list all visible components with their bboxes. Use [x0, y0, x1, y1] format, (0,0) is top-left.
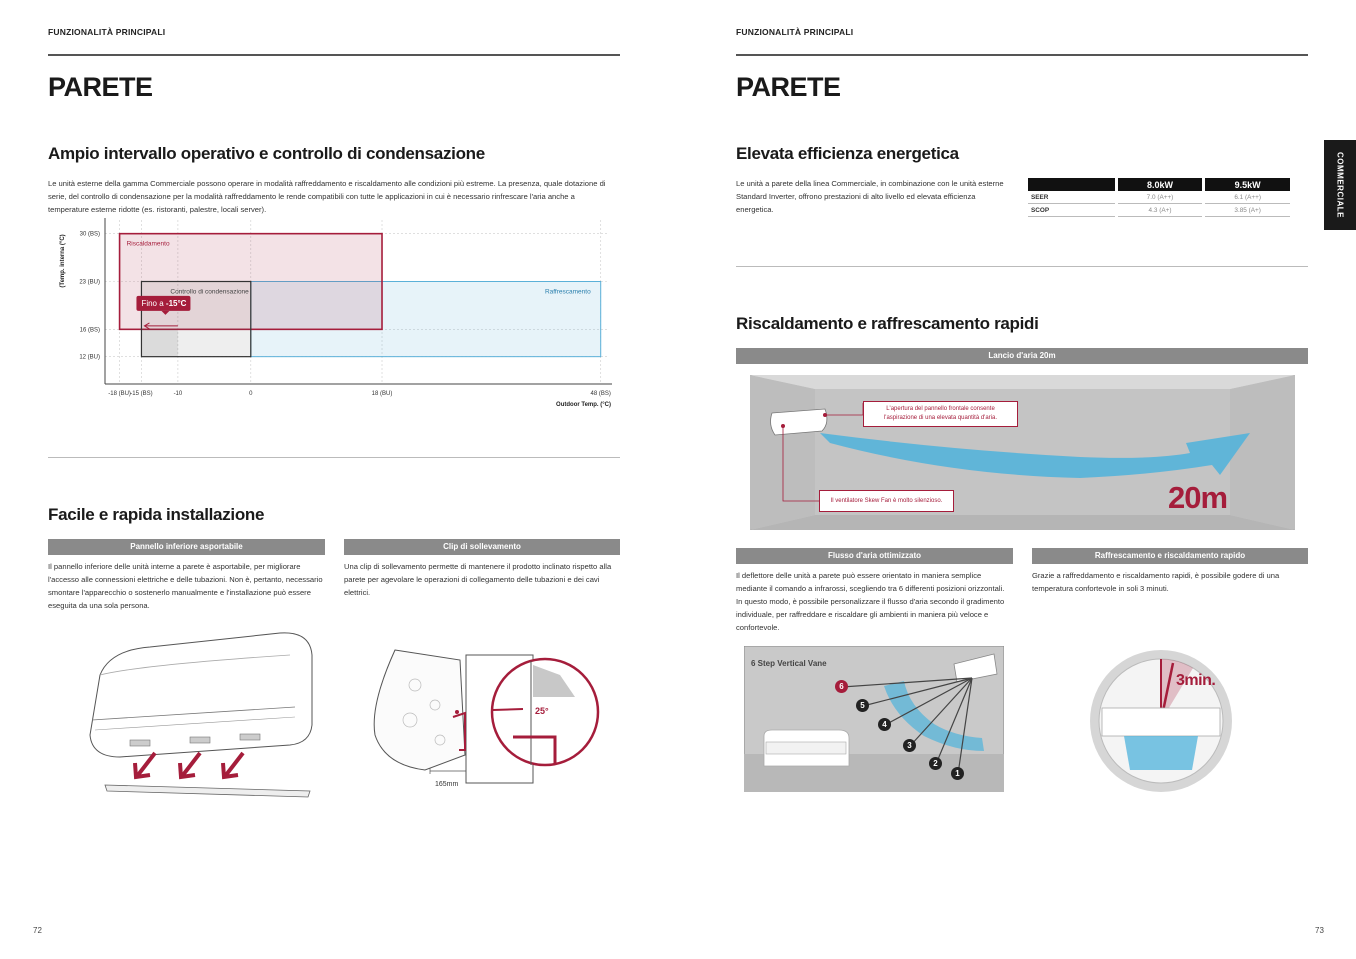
rapid-col2-bar: Raffrescamento e riscaldamento rapido [1032, 548, 1308, 564]
vane-step-1: 1 [951, 767, 964, 780]
x-tick-label: 18 (BU) [371, 391, 393, 397]
table-cell: 3.85 (A+) [1205, 204, 1290, 217]
rapid-heading: Riscaldamento e raffrescamento rapidi [736, 314, 1039, 333]
table-row-label: SEER [1028, 191, 1115, 204]
y-tick-label: 16 (BS) [79, 327, 100, 334]
efficiency-text: Le unità a parete della linea Commerciale, in combinazione con le unità esterne Standard Inverter, offrono prestazioni di alto livello ed elevata efficienza energetica. [736, 179, 1004, 214]
vane-step-3: 3 [903, 739, 916, 752]
table-header-empty [1028, 178, 1115, 191]
y-tick-label: 30 (BS) [79, 231, 100, 238]
vane-label: 6 Step Vertical Vane [751, 659, 827, 668]
vane-step-2: 2 [929, 757, 942, 770]
region-label-heating: Riscaldamento [126, 240, 170, 248]
table-row-label: SCOP [1028, 204, 1115, 217]
region-label-cooling: Raffrescamento [544, 288, 591, 296]
install-col2-text: Una clip di sollevamento permette di mantenere il prodotto inclinato rispetto alla parete per agevolare le operazioni di collegamento delle tubazioni e dei cavi elettrici. [344, 562, 612, 597]
removable-panel-illustration [80, 625, 325, 800]
left-section-label: FUNZIONALITÀ PRINCIPALI [48, 27, 166, 37]
y-axis-label: (Temp. interna (°C) [60, 234, 66, 288]
clip-distance-label: 165mm [435, 781, 459, 788]
range-text: Le unità esterne della gamma Commerciale possono operare in modalità raffreddamento e riscaldamento alle condizioni più estreme. La presenza, quale dotazione di serie, del controllo di condensazione per la modalità raffreddamento le rende compatibili con tutte le applicazioni in cui è necessario rinfrescare l'aria anche a temperature esterne ridotte (es. ristoranti, palestre, locali server). [48, 179, 606, 214]
range-heading: Ampio intervallo operativo e controllo di condensazione [48, 144, 485, 163]
install-heading: Facile e rapida installazione [48, 505, 265, 524]
table-row [1028, 204, 1290, 217]
left-page-title: PARETE [48, 72, 153, 102]
right-header-rule [736, 54, 1308, 56]
install-col1-bar: Pannello inferiore asportabile [48, 539, 325, 555]
left-mid-rule [48, 457, 620, 458]
table-cell: 6.1 (A++) [1205, 191, 1290, 204]
table-header-8kw: 8.0kW [1118, 178, 1203, 191]
x-axis-label: Outdoor Temp. (°C) [556, 402, 611, 408]
vertical-vane-illustration [744, 646, 1004, 792]
time-label: 3min. [1176, 672, 1216, 689]
clip-angle-label: 25° [535, 706, 549, 716]
install-col1-text: Il pannello inferiore delle unità interne a parete è asportabile, per migliorare l'accesso alle connessioni elettriche e delle tubazioni. Non è, pertanto, necessario smontare l'apparecchio o sostenerlo manualmente e l'installazione può essere eseguita da una sola persona. [48, 562, 323, 610]
efficiency-heading: Elevata efficienza energetica [736, 144, 959, 163]
table-row [1028, 191, 1290, 204]
throw-distance-label: 20m [1168, 480, 1228, 515]
x-tick-label: 48 (BS) [590, 391, 611, 397]
x-tick-label: -10 [173, 391, 183, 397]
rapid-col1-bar: Flusso d'aria ottimizzato [736, 548, 1013, 564]
table-cell: 7.0 (A++) [1118, 191, 1203, 204]
y-tick-label: 12 (BU) [79, 354, 100, 361]
annotation-text: Fino a -15°C [141, 298, 187, 308]
right-page-number: 73 [1315, 926, 1324, 935]
right-mid-rule [736, 266, 1308, 267]
left-page-number: 72 [33, 926, 42, 935]
x-tick-label: -18 (BU) [108, 391, 131, 397]
rapid-col2-text: Grazie a raffreddamento e riscaldamento rapidi, è possibile godere di una temperatura confortevole in soli 3 minuti. [1032, 571, 1280, 593]
lifting-clip-illustration [365, 645, 605, 795]
side-tab-commerciale: COMMERCIALE [1324, 140, 1356, 230]
table-cell: 4.3 (A+) [1118, 204, 1203, 217]
air-throw-illustration [750, 375, 1295, 530]
efficiency-table [1025, 178, 1293, 217]
vane-step-4: 4 [878, 718, 891, 731]
region-label-condensation: Controllo di condensazione [170, 288, 249, 296]
overlap-shading [141, 329, 177, 356]
down-arrow-icon [135, 753, 243, 777]
rapid-3min-illustration [1088, 648, 1234, 794]
right-section-label: FUNZIONALITÀ PRINCIPALI [736, 27, 854, 37]
table-header-9kw: 9.5kW [1205, 178, 1290, 191]
x-tick-label: 0 [249, 391, 253, 397]
operating-range-chart [48, 218, 620, 418]
callout-front-panel: L'apertura del pannello frontale consente l'aspirazione di una elevata quantità d'aria. [863, 401, 1018, 427]
x-tick-label: -15 (BS) [130, 391, 153, 397]
right-page-title: PARETE [736, 72, 841, 102]
vane-step-6: 6 [835, 680, 848, 693]
vane-step-5: 5 [856, 699, 869, 712]
callout-skew-fan: Il ventilatore Skew Fan è molto silenzioso. [819, 490, 954, 512]
rapid-col1-text: Il deflettore delle unità a parete può essere orientato in maniera semplice mediante il comando a infrarossi, scegliendo tra 6 differenti posizioni orizzontali. In questo modo, è possibile personalizzare il flusso d'aria secondo il gradimento individuale, per raffreddare e riscaldare gli ambienti in maniera più veloce e confortevole. [736, 571, 1005, 632]
y-tick-label: 23 (BU) [79, 279, 100, 286]
left-header-rule [48, 54, 620, 56]
air-throw-bar: Lancio d'aria 20m [736, 348, 1308, 364]
install-col2-bar: Clip di sollevamento [344, 539, 620, 555]
